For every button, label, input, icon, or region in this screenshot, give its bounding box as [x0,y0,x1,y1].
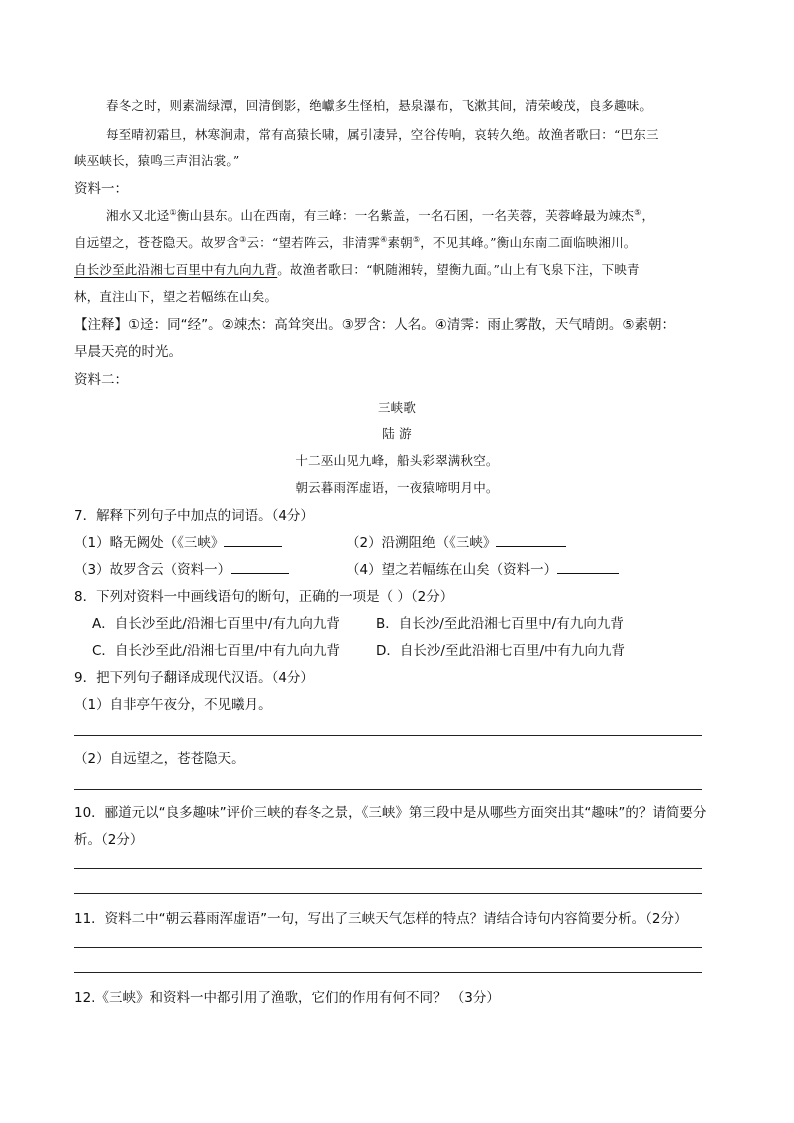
passage-paragraph-1: 春冬之时，则素湍绿潭，回清倒影，绝巘多生怪柏，悬泉瀑布，飞漱其间，清荣峻茂，良多趣味。 [106,98,653,113]
note-marker: ⑤ [412,234,421,244]
material-1-line-3 [74,260,640,278]
question-7-item-1 [74,531,282,551]
text-segment: 素朝 [387,235,413,250]
option-c[interactable]: C．自长沙至此/沿湘七百里/中有九向九背 [92,643,341,659]
option-a[interactable]: A．自长沙至此/沿湘七百里中/有九向九背 [92,616,340,632]
material-1-line-2 [74,233,636,251]
note-marker: ⑤ [634,207,642,217]
question-10-cont: 析。（2分） [74,832,144,848]
question-7: 7．解释下列句子中加点的词语。（4分） [74,508,314,524]
passage-paragraph-2: 每至晴初霜旦，林寒涧肃，常有高猿长啸，属引凄异，空谷传响，哀转久绝。故渔者歌曰：“巴东三 [106,127,659,142]
material-1-line-4: 林，直注山下，望之若幅练在山矣。 [74,289,278,304]
text-segment: 云：“望若阵云，非清霁 [246,235,381,250]
question-9-item-1: （1）自非亭午夜分，不见曦月。 [74,697,272,713]
poem-author: 陆 游 [382,426,412,441]
question-12: 12.《三峡》和资料一中都引用了渔歌，它们的作用有何不同？ （3分） [74,990,500,1006]
material-1-label: 资料一： [74,181,128,197]
text-segment: 湘水又北迳 [106,208,170,223]
answer-blank[interactable] [224,532,282,547]
poem-title: 三峡歌 [377,400,417,415]
note-marker: ③ [239,234,247,244]
question-10: 10．郦道元以“良多趣味”评价三峡的春冬之景，《三峡》第三段中是从哪些方面突出其“趣味”的？请简要分 [74,805,707,821]
answer-line[interactable] [74,972,702,973]
material-1-line-1 [106,206,654,224]
poem-line-1: 十二巫山见九峰，船头彩翠满秋空。 [295,453,499,468]
underlined-sentence: 自长沙至此沿湘七百里中有九向九背 [74,262,278,277]
notes-line-1: 【注释】①迳：同“经”。②竦杰：高耸突出。③罗含：人名。④清霁：雨止雾散，天气晴朗。⑤素朝： [74,317,675,333]
answer-blank[interactable] [557,559,619,574]
notes-line-2: 早晨天亮的时光。 [74,344,182,360]
text-segment: 自远望之，苍苍隐天。故罗含 [74,235,240,250]
answer-blank[interactable] [231,559,289,574]
note-marker: ④ [380,234,388,244]
answer-blank[interactable] [496,532,566,547]
text-segment: 。故渔者歌曰：“帆随湘转，望衡九面。”山上有飞泉下注，下映青 [277,262,640,277]
option-d[interactable]: D．自长沙/至此沿湘七百里/中有九向九背 [376,643,625,659]
question-11: 11．资料二中“朝云暮雨浑虚语”一句，写出了三峡天气怎样的特点？请结合诗句内容简要分析。（2分） [74,911,688,927]
question-7-item-3 [74,558,289,578]
item-text: （4）望之若幅练在山矣（资料一） [346,562,558,578]
question-9: 9．把下列句子翻译成现代汉语。（4分） [74,670,314,686]
answer-line[interactable] [74,735,702,736]
material-2-label: 资料二： [74,372,128,388]
question-7-item-2 [346,531,566,551]
text-segment: ，不见其峰。”衡山东南二面临映湘川。 [420,235,637,250]
answer-line[interactable] [74,868,702,869]
passage-paragraph-2-cont: 峡巫峡长，猿鸣三声泪沾裳。” [74,153,240,168]
item-text: （1）略无阙处（《三峡》 [74,535,225,551]
answer-line[interactable] [74,947,702,948]
item-text: （3）故罗含云（资料一） [74,562,232,578]
option-b[interactable]: B．自长沙/至此沿湘七百里中/有九向九背 [376,616,624,632]
poem-line-2: 朝云暮雨浑虚语，一夜猿啼明月中。 [295,480,499,495]
question-8: 8．下列对资料一中画线语句的断句，正确的一项是（ ）（2分） [74,589,454,605]
text-segment: ， [641,208,655,223]
note-marker: ① [169,207,177,217]
text-segment: 衡山县东。山在西南，有三峰：一名紫盖，一名石囷，一名芙蓉，芙蓉峰最为竦杰 [176,208,635,223]
question-9-item-2: （2）自远望之，苍苍隐天。 [74,751,245,767]
answer-line[interactable] [74,789,702,790]
answer-line[interactable] [74,893,702,894]
question-7-item-4 [346,558,619,578]
item-text: （2）沿溯阻绝（《三峡》 [346,535,497,551]
